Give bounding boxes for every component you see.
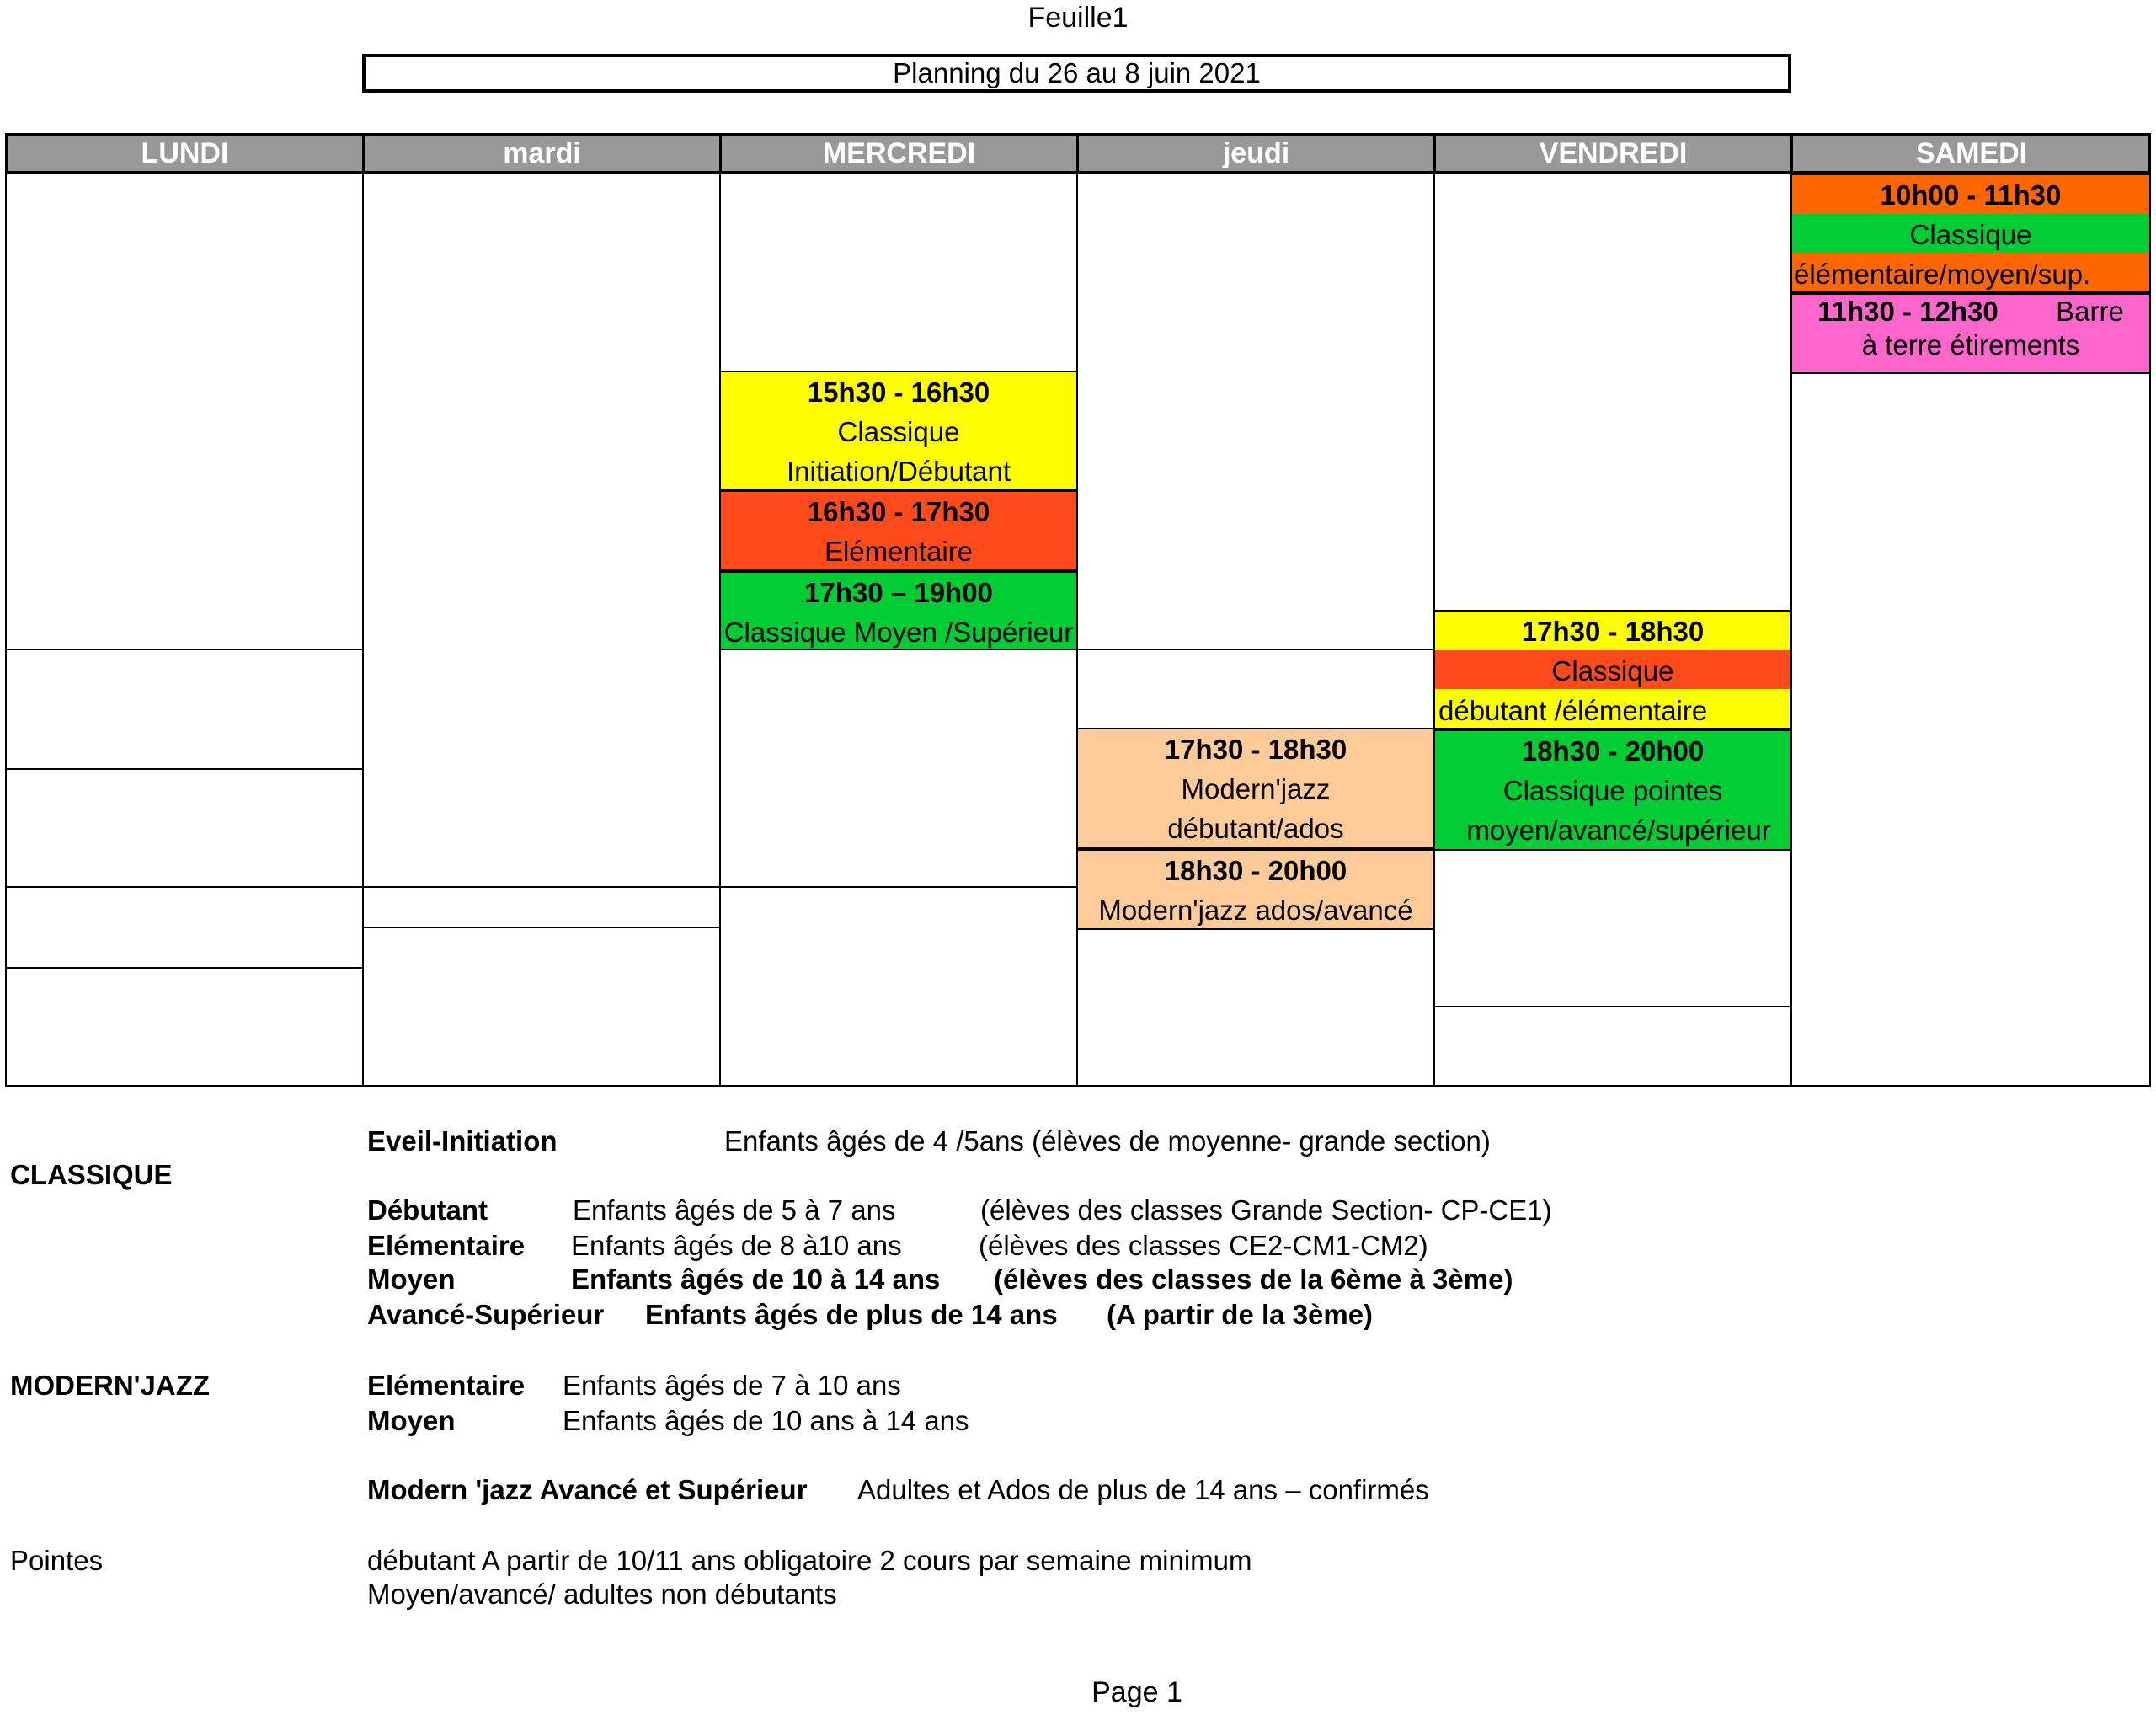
course-time-line [1792, 295, 2149, 329]
course-time: 17h30 - 18h30 [1521, 616, 1705, 647]
course-block-mercredi-3 [719, 571, 1078, 650]
grid-line [1076, 649, 1433, 650]
course-block-samedi-2 [1790, 293, 2151, 374]
legend-avance-desc: Enfants âgés de plus de 14 ans [645, 1299, 1058, 1330]
legend-moyen-note: (élèves des classes de la 6ème à 3ème) [994, 1264, 1513, 1295]
course-level: Initiation/Débutant [786, 456, 1011, 487]
course-level: moyen/avancé/supérieur [1466, 815, 1771, 846]
course-time: 17h30 - 18h30 [1164, 734, 1348, 765]
legend-debutant-note: (élèves des classes Grande Section- CP-CE1) [980, 1194, 1552, 1226]
day-header-mercredi: MERCREDI [722, 136, 1079, 171]
course-level: débutant/ados [1167, 813, 1344, 844]
legend-mj-elementaire-label: Elémentaire [367, 1370, 526, 1401]
legend-mj-moyen-desc: Enfants âgés de 10 ans à 14 ans [563, 1405, 969, 1436]
legend-mj-moyen-label: Moyen [367, 1405, 456, 1436]
day-header-vendredi: VENDREDI [1436, 136, 1793, 171]
legend-classique-title: CLASSIQUE [10, 1159, 173, 1190]
course-name: Classique Moyen /Supérieur [723, 617, 1074, 648]
legend-pointes-line1: débutant A partir de 10/11 ans obligatoire 2 cours par semaine minimum [367, 1545, 1252, 1576]
legend-avance-note: (A partir de la 3ème) [1107, 1299, 1374, 1330]
page-number: Page 1 [1091, 1676, 1182, 1708]
grid-line [1433, 1006, 1790, 1007]
course-name: Classique [837, 416, 960, 447]
legend-eveil-label: Eveil-Initiation [367, 1125, 558, 1157]
course-block-jeudi-2 [1076, 849, 1435, 930]
day-header-lundi: LUNDI [8, 136, 365, 171]
grid-line [5, 768, 362, 770]
course-block-mercredi-2 [719, 490, 1078, 571]
course-name: Modern'jazz [1181, 773, 1331, 804]
course-level: Elémentaire [824, 536, 974, 567]
grid-line [5, 174, 7, 1087]
day-header-samedi: SAMEDI [1915, 137, 2028, 169]
day-header-jeudi: jeudi [1079, 136, 1436, 171]
legend-debutant-desc: Enfants âgés de 5 à 7 ans [573, 1194, 896, 1226]
course-block-vendredi-1 [1433, 610, 1792, 729]
legend-avance-label: Avancé-Supérieur [367, 1299, 605, 1330]
course-name: à terre étirements [1861, 329, 2080, 361]
legend-moyen-desc: Enfants âgés de 10 à 14 ans [571, 1264, 941, 1295]
planning-title: Planning du 26 au 8 juin 2021 [362, 54, 1791, 93]
grid-line [5, 649, 362, 650]
legend-mj-avance-label: Modern 'jazz Avancé et Supérieur [367, 1474, 808, 1505]
course-name: Classique [1909, 219, 2032, 250]
grid-line [362, 927, 719, 928]
course-block-samedi-1 [1790, 174, 2151, 293]
course-time: 10h00 - 11h30 [1880, 179, 2062, 211]
grid-line [362, 174, 364, 1087]
grid-line [362, 886, 719, 888]
legend-elementaire-label: Elémentaire [367, 1230, 526, 1261]
legend-mj-avance-desc: Adultes et Ados de plus de 14 ans – confirmés [857, 1474, 1429, 1505]
course-level: débutant /élémentaire [1438, 695, 1708, 726]
grid-line [719, 886, 1076, 888]
legend-moyen-label: Moyen [367, 1264, 456, 1295]
grid-line [5, 886, 362, 888]
grid-line [5, 967, 362, 969]
course-block-vendredi-2 [1433, 729, 1792, 851]
day-header-mardi: mardi [365, 136, 722, 171]
days-header-row [5, 133, 2151, 174]
legend-debutant-label: Débutant [367, 1194, 488, 1226]
course-name: Classique [1551, 655, 1674, 687]
course-time: 15h30 - 16h30 [807, 377, 990, 408]
legend-modernjazz-title: MODERN'JAZZ [10, 1370, 211, 1401]
legend-elementaire-note: (élèves des classes CE2-CM1-CM2) [979, 1230, 1428, 1261]
course-time: 18h30 - 20h00 [1164, 855, 1348, 886]
grid-bottom-border [5, 1085, 2151, 1087]
course-name: Modern'jazz ados/avancé [1098, 895, 1413, 926]
legend-eveil-desc: Enfants âgés de 4 /5ans (élèves de moyenne- grande section) [724, 1125, 1491, 1157]
course-time: 16h30 - 17h30 [807, 496, 990, 527]
course-level: élémentaire/moyen/sup. [1794, 259, 2091, 290]
legend-mj-elementaire-desc: Enfants âgés de 7 à 10 ans [563, 1370, 901, 1401]
legend-pointes-line2: Moyen/avancé/ adultes non débutants [367, 1579, 837, 1610]
course-block-mercredi-1 [719, 371, 1078, 490]
course-block-jeudi-1 [1076, 728, 1435, 849]
sheet-title: Feuille1 [1027, 2, 1129, 34]
schedule-grid [5, 174, 2151, 1087]
course-time: 18h30 - 20h00 [1521, 735, 1705, 767]
legend-elementaire-desc: Enfants âgés de 8 à10 ans [571, 1230, 902, 1261]
legend-pointes-title: Pointes [10, 1545, 104, 1576]
course-time: 17h30 – 19h00 [804, 577, 993, 608]
course-name: Classique pointes [1502, 775, 1723, 806]
course-name: Barre [2056, 296, 2124, 327]
course-time: 11h30 - 12h30 [1817, 296, 1999, 327]
